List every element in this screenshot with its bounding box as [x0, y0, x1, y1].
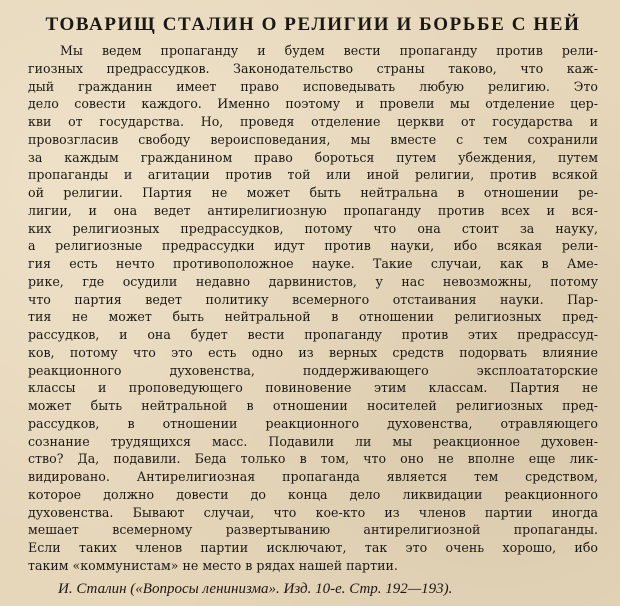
- text-line: видировано. Антирелигиозная пропаганда является тем средством,: [28, 469, 598, 484]
- text-line: рике, где осудили недавно дарвинистов, у нас невозможны, потому: [28, 273, 598, 289]
- page-title: ТОВАРИЩ СТАЛИН О РЕЛИГИИ И БОРЬБЕ С НЕЙ: [45, 14, 581, 35]
- text-line: таким «коммунистам» не место в рядах нашей партии.: [28, 557, 398, 573]
- text-line: пропаганды и агитации против той или иной религии, против всякой: [28, 167, 598, 183]
- text-line: которое должно довести до конца дело ликвидации реакционного: [28, 486, 598, 502]
- text-line: может быть нейтральной в отношении носителей религиозных пред-: [28, 398, 598, 413]
- text-line: классы и проповедующего повиновение этим классам. Партия не: [28, 380, 598, 396]
- text-line: реакционного духовенства, поддерживающего эксплоататорские: [28, 362, 598, 378]
- text-line: сознание трудящихся масс. Подавили ли мы реакционное духовен-: [28, 433, 598, 449]
- text-line: ство? Да, подавили. Беда только в том, что оно не вполне еще лик-: [28, 451, 598, 467]
- text-line: ков, потому что это есть одно из верных средств подорвать влияние: [28, 344, 598, 360]
- text-line: ких религиозных предрассудков, потому что она стоит за науку,: [28, 220, 598, 236]
- text-line: провозгласив свободу вероисповедания, мы вместе с тем сохранили: [28, 131, 598, 147]
- text-line: Если таких членов партии исключают, так это очень хорошо, ибо: [28, 540, 598, 555]
- text-line: мешает всемерному развертыванию антирелигиозной пропаганды.: [28, 522, 598, 538]
- text-line: Мы ведем пропаганду и будем вести пропаганду против рели-: [60, 43, 598, 58]
- text-line: что партия ведет политику всемерного отстаивания науки. Пар-: [28, 291, 598, 307]
- text-line: рассудков, и она будет вести пропаганду против этих предрассуд-: [28, 327, 598, 342]
- text-line: духовенства. Бывают случаи, что кое-кто из членов партии иногда: [28, 504, 598, 520]
- text-line: рассудков, в отношении реакционного духовенства, отравляющего: [28, 415, 598, 431]
- text-line: дый гражданин имеет право исповедывать любую религию. Это: [28, 78, 598, 94]
- text-line: кви от государства. Но, проведя отделение церкви от государства и: [28, 114, 598, 129]
- text-line: гиозных предрассудков. Законодательство страны таково, что каж-: [28, 60, 598, 76]
- text-line: за каждым гражданином право бороться путем убеждения, путем: [28, 149, 598, 165]
- text-line: дело совести каждого. Именно поэтому и провели мы отделение цер-: [28, 96, 598, 112]
- text-line: лигии, и она ведет антирелигиозную пропаганду против всех и вся-: [28, 202, 598, 218]
- text-line: ой религии. Партия не может быть нейтральна в отношении ре-: [28, 185, 598, 200]
- article-body: [28, 42, 598, 575]
- text-line: тия не может быть нейтральной в отношении религиозных пред-: [28, 309, 598, 325]
- text-line: а религиозные предрассудки идут против науки, ибо всякая рели-: [28, 238, 598, 254]
- citation-signature: И. Сталин («Вопросы ленинизма». Изд. 10-е. Стр. 192—193).: [58, 580, 453, 597]
- text-line: гия есть нечто противоположное науке. Такие случаи, как в Аме-: [28, 256, 598, 271]
